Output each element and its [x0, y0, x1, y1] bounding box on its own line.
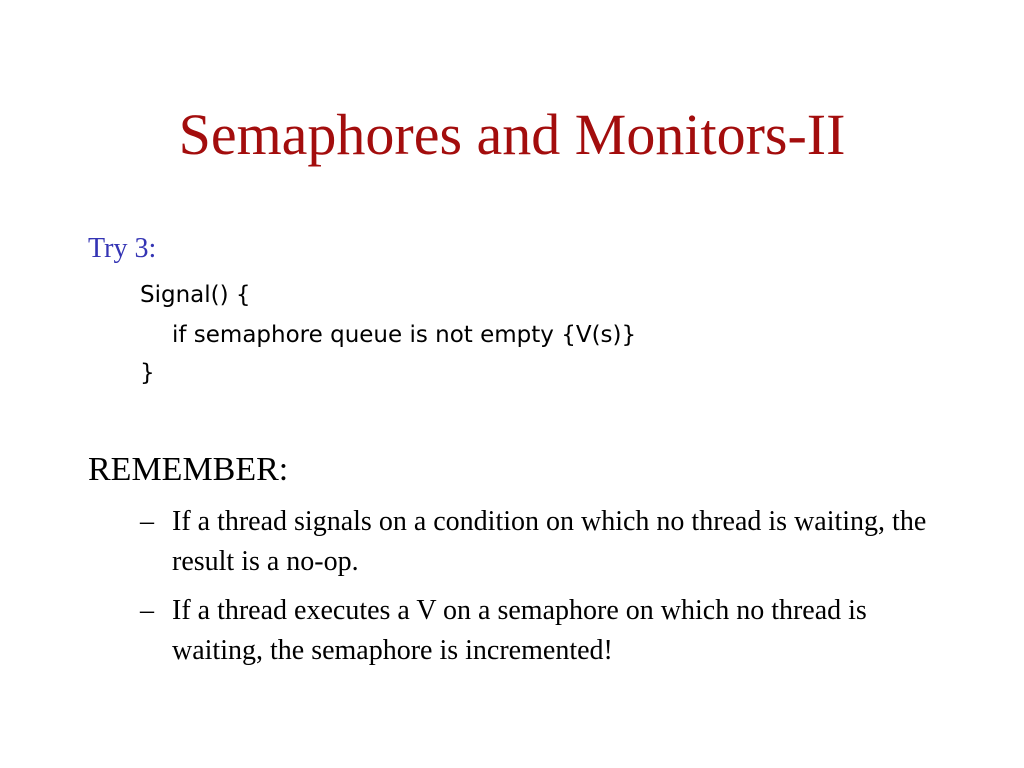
bullet-text: If a thread executes a V on a semaphore on which no thread is waiting, the semaphore is incremented!: [172, 595, 867, 666]
code-line-close-brace: }: [140, 360, 155, 386]
bullet-dash: –: [140, 506, 154, 537]
slide-title: Semaphores and Monitors-II: [178, 102, 846, 167]
bullet-item: [140, 502, 940, 582]
bullet-item: [140, 591, 940, 671]
code-line-signal-open: Signal() {: [140, 282, 251, 308]
code-line-if-statement: if semaphore queue is not empty {V(s)}: [172, 322, 637, 348]
remember-heading: REMEMBER:: [88, 451, 289, 488]
bullet-text: If a thread signals on a condition on which no thread is waiting, the result is a no-op.: [172, 506, 927, 577]
try-label: Try 3:: [88, 233, 157, 264]
bullet-dash: –: [140, 595, 154, 626]
